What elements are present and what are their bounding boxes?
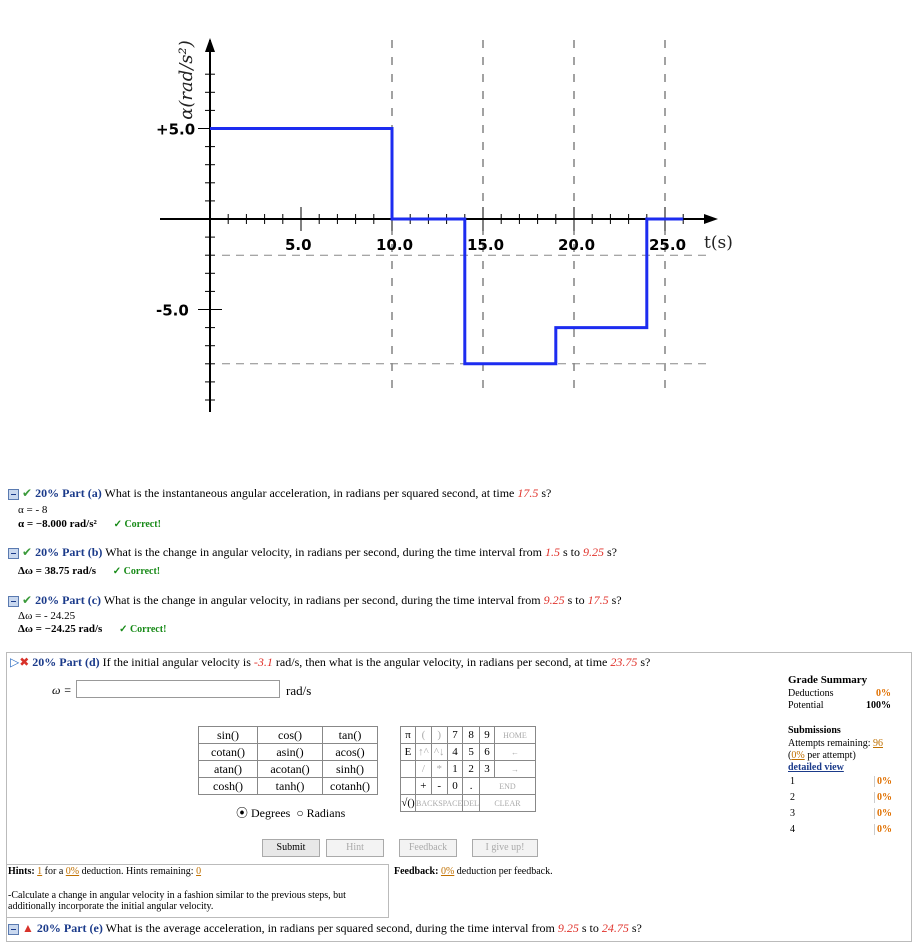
- submission-deduction: 0%: [874, 792, 892, 803]
- per-attempt-pct: 0%: [791, 750, 805, 761]
- x-tick-label: 15.0: [467, 236, 505, 254]
- part-b-title: [8, 545, 617, 560]
- keypad-key[interactable]: 0: [447, 778, 463, 795]
- part-c-question-end: s?: [611, 593, 622, 607]
- part-e-question-end: s?: [631, 921, 642, 935]
- part-d-value2: 23.75: [610, 655, 638, 669]
- grade-summary-title: Grade Summary: [788, 674, 868, 686]
- x-tick-label: 20.0: [558, 236, 596, 254]
- keypad-key[interactable]: ^↓: [431, 744, 447, 761]
- keypad-key[interactable]: ↑^: [416, 744, 432, 761]
- part-b-value2: 9.25: [582, 545, 604, 559]
- submit-button[interactable]: Submit: [262, 839, 320, 857]
- collapse-icon[interactable]: [8, 489, 19, 500]
- part-b-label: 20% Part (b): [35, 545, 103, 559]
- function-key[interactable]: cosh(): [199, 778, 258, 795]
- tick-marks: [198, 74, 683, 400]
- part-c-entry: Δω = - 24.25: [18, 610, 76, 622]
- feedback-pct: 0%: [440, 866, 455, 877]
- attempts-label: Attempts remaining:: [788, 738, 871, 749]
- submission-number: 1: [790, 776, 795, 787]
- x-axis-arrow: [704, 214, 718, 224]
- per-attempt-text: per attempt): [807, 750, 856, 761]
- feedback-label: Feedback:: [394, 866, 439, 877]
- part-e-question: What is the average acceleration, in radians per squared second, during the time interval from: [105, 921, 555, 935]
- hints-pct: 0%: [65, 866, 80, 877]
- part-a-question: What is the instantaneous angular acceleration, in radians per squared second, at time: [104, 486, 515, 500]
- blank-key: [401, 778, 416, 795]
- deductions-value: 0%: [876, 688, 891, 699]
- part-e-label: 20% Part (e): [36, 921, 103, 935]
- part-d-mid: rad/s, then what is the angular velocity, in radians per second, at time: [275, 655, 608, 669]
- part-e-title: [8, 921, 642, 936]
- hints-remaining: 0: [196, 866, 202, 877]
- function-key[interactable]: acos(): [323, 744, 378, 761]
- part-d-question-end: s?: [640, 655, 651, 669]
- detailed-view-link[interactable]: detailed view: [788, 762, 844, 773]
- unit-label: rad/s: [286, 683, 312, 698]
- submission-deduction: 0%: [874, 776, 892, 787]
- x-axis-label: t(s): [704, 233, 733, 253]
- keypad-key[interactable]: 4: [447, 744, 463, 761]
- keypad-key[interactable]: 2: [463, 761, 480, 778]
- hints-label: Hints:: [8, 866, 35, 877]
- deductions-label: Deductions: [788, 688, 834, 699]
- function-key[interactable]: acotan(): [258, 761, 323, 778]
- keypad-key[interactable]: END: [479, 778, 535, 795]
- keypad-key[interactable]: (: [416, 727, 432, 744]
- attempts-line: [788, 738, 883, 749]
- function-key[interactable]: atan(): [199, 761, 258, 778]
- y-axis-label: α(rad/s²): [176, 40, 197, 120]
- function-key[interactable]: cotan(): [199, 744, 258, 761]
- function-key[interactable]: cos(): [258, 727, 323, 744]
- function-keyboard: [198, 726, 378, 795]
- attempts-value: 96: [873, 738, 883, 749]
- play-icon[interactable]: ▷: [10, 655, 20, 669]
- submission-number: 2: [790, 792, 795, 803]
- part-d-value1: -3.1: [253, 655, 273, 669]
- keypad-key[interactable]: 8: [463, 727, 480, 744]
- hints-deduction: deduction. Hints remaining:: [81, 866, 194, 877]
- del-key[interactable]: DEL: [463, 795, 480, 812]
- submission-deduction: 0%: [874, 808, 892, 819]
- potential-value: 100%: [866, 700, 891, 711]
- series-line: [210, 129, 683, 364]
- function-key[interactable]: asin(): [258, 744, 323, 761]
- correct-badge: ✓ Correct!: [113, 519, 161, 530]
- keypad-key[interactable]: -: [431, 778, 447, 795]
- keypad-key[interactable]: HOME: [494, 727, 535, 744]
- part-b-value1: 1.5: [544, 545, 560, 559]
- part-c-question: What is the change in angular velocity, in radians per second, during the time interval from: [103, 593, 541, 607]
- y-tick-label: +5.0: [156, 120, 196, 139]
- x-tick-label: 5.0: [285, 236, 312, 254]
- correct-badge: ✓ Correct!: [119, 624, 167, 635]
- keypad-key[interactable]: ←: [494, 744, 535, 761]
- check-icon: ✔: [22, 545, 33, 559]
- part-b-question: What is the change in angular velocity, in radians per second, during the time interval from: [105, 545, 542, 559]
- hint-button[interactable]: Hint: [326, 839, 384, 857]
- part-c-answer-text: Δω = −24.25 rad/s: [18, 623, 103, 635]
- answer-input[interactable]: [76, 680, 280, 698]
- blank-key: [401, 761, 416, 778]
- hints-for-a: for a: [44, 866, 64, 877]
- part-e-mid: s to: [581, 921, 599, 935]
- axes: [160, 38, 718, 412]
- x-tick-label: 25.0: [649, 236, 687, 254]
- check-icon: ✔: [22, 486, 33, 500]
- keypad-key[interactable]: .: [463, 778, 480, 795]
- angle-mode: [236, 804, 345, 821]
- warning-icon: ▲: [22, 921, 34, 935]
- keypad-key[interactable]: E: [401, 744, 416, 761]
- part-c-value2: 17.5: [587, 593, 609, 607]
- give-up-button[interactable]: I give up!: [472, 839, 538, 857]
- collapse-icon[interactable]: [8, 596, 19, 607]
- part-c-title: [8, 593, 622, 608]
- part-c-answer: [18, 623, 166, 635]
- clear-key[interactable]: CLEAR: [479, 795, 535, 812]
- radians-label: Radians: [306, 806, 346, 820]
- part-a-entry: α = - 8: [18, 504, 48, 516]
- keypad-key[interactable]: ): [431, 727, 447, 744]
- answer-label: ω =: [52, 683, 72, 697]
- part-a-title: [8, 486, 551, 501]
- keypad-key[interactable]: →: [494, 761, 535, 778]
- hint-text: -Calculate a change in angular velocity in a fashion similar to the previous steps, but additionally incorporate the initial angular velocity.: [8, 890, 346, 912]
- part-b-answer-text: Δω = 38.75 rad/s: [18, 565, 97, 577]
- submission-number: 3: [790, 808, 795, 819]
- collapse-icon[interactable]: [8, 924, 19, 935]
- keypad-key[interactable]: 3: [479, 761, 494, 778]
- keypad-key[interactable]: /: [416, 761, 432, 778]
- potential-label: Potential: [788, 700, 824, 711]
- y-tick-label: -5.0: [156, 301, 189, 320]
- sqrt-key[interactable]: √(): [401, 795, 416, 812]
- submissions-title: Submissions: [788, 725, 841, 736]
- part-a-label: 20% Part (a): [35, 486, 102, 500]
- part-d-question: If the initial angular velocity is: [102, 655, 251, 669]
- function-key[interactable]: sin(): [199, 727, 258, 744]
- degrees-label: Degrees: [251, 806, 291, 820]
- submission-number: 4: [790, 824, 795, 835]
- hints-count[interactable]: 1: [37, 866, 43, 877]
- check-icon: ✔: [22, 593, 33, 607]
- y-axis-arrow: [205, 38, 215, 52]
- part-a-question-end: s?: [541, 486, 552, 500]
- part-d-title: [10, 655, 650, 670]
- part-c-value1: 9.25: [543, 593, 565, 607]
- keypad-key[interactable]: 1: [447, 761, 463, 778]
- part-b-mid: s to: [562, 545, 580, 559]
- hints-line: [8, 866, 201, 877]
- degrees-radio[interactable]: ⦿: [236, 806, 249, 820]
- part-b-question-end: s?: [606, 545, 617, 559]
- per-attempt-line: (0% per attempt): [788, 750, 856, 761]
- keypad-key[interactable]: *: [431, 761, 447, 778]
- radians-radio[interactable]: ○: [296, 806, 304, 820]
- keypad-key[interactable]: 6: [479, 744, 494, 761]
- correct-badge: ✓ Correct!: [112, 566, 161, 577]
- feedback-line: [394, 866, 553, 877]
- part-e-value1: 9.25: [557, 921, 579, 935]
- feedback-button[interactable]: Feedback: [399, 839, 457, 857]
- keypad-key[interactable]: 7: [447, 727, 463, 744]
- backspace-key[interactable]: BACKSPACE: [416, 795, 463, 812]
- part-a-answer: [18, 518, 161, 530]
- keypad-key[interactable]: 5: [463, 744, 480, 761]
- part-e-value2: 24.75: [601, 921, 629, 935]
- part-c-label: 20% Part (c): [35, 593, 102, 607]
- collapse-icon[interactable]: [8, 548, 19, 559]
- keypad-key[interactable]: π: [401, 727, 416, 744]
- function-key[interactable]: tan(): [323, 727, 378, 744]
- part-a-value: 17.5: [517, 486, 539, 500]
- keypad-key[interactable]: +: [416, 778, 432, 795]
- x-icon: ✖: [19, 655, 30, 669]
- part-d-label: 20% Part (d): [32, 655, 100, 669]
- part-a-answer-text: α = −8.000 rad/s²: [18, 518, 97, 530]
- part-c-mid: s to: [567, 593, 585, 607]
- x-tick-label: 10.0: [376, 236, 414, 254]
- number-keypad: [400, 726, 536, 812]
- part-b-answer: [18, 565, 160, 577]
- feedback-text: deduction per feedback.: [456, 866, 553, 877]
- function-key[interactable]: cotanh(): [323, 778, 378, 795]
- function-key[interactable]: tanh(): [258, 778, 323, 795]
- keypad-key[interactable]: 9: [479, 727, 494, 744]
- submission-deduction: 0%: [874, 824, 892, 835]
- function-key[interactable]: sinh(): [323, 761, 378, 778]
